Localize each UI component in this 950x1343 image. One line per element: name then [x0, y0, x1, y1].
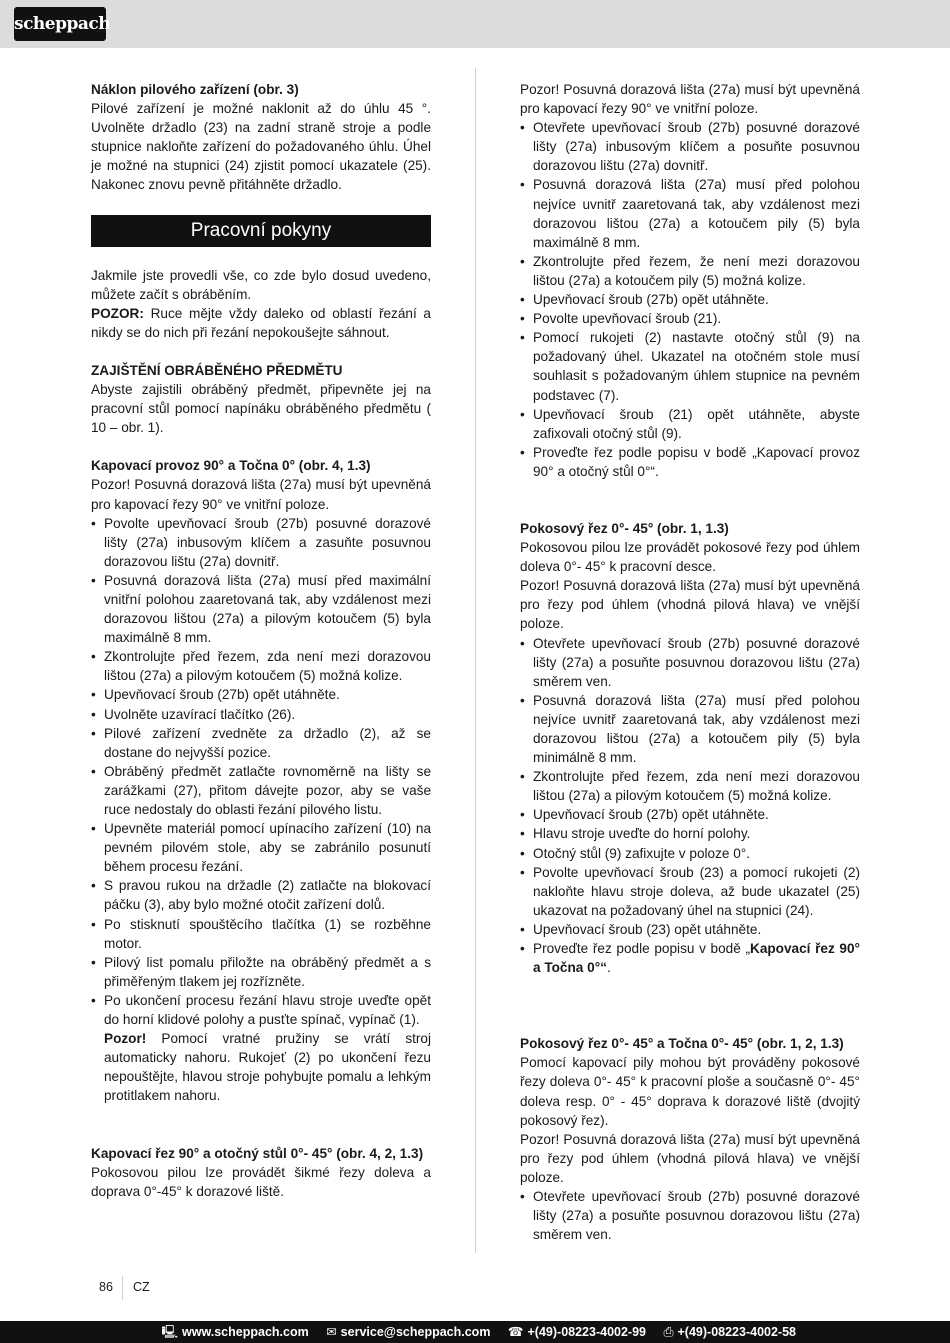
turntable-steps — [520, 118, 860, 481]
contact-website[interactable] — [161, 1325, 308, 1339]
section-title-crosscut: Kapovací provoz 90° a Točna 0° (obr. 4, 1.3) — [91, 458, 371, 474]
list-item-text: Proveďte řez podle popisu v bodě „ — [533, 941, 750, 957]
section-title-miter: Pokosový řez 0°- 45° (obr. 1, 1.3) — [520, 520, 729, 536]
list-item: • Zkontrolujte před řezem, zda není mezi dorazovou lištou (27a) a pilovým kotoučem (5) možná kolize. — [520, 767, 860, 805]
list-item: • S pravou rukou na držadle (2) zatlačte na blokovací páčku (3), aby bylo možné otočit zařízení dolů. — [91, 876, 431, 914]
crosscut-steps — [91, 514, 431, 1106]
section-text-crosscut-turntable: Pokosovou pilou lze provádět šikmé řezy doleva a doprava 0°-45° k dorazové liště. — [91, 1164, 431, 1199]
section-title-double-miter: Pokosový řez 0°- 45° a Točna 0°- 45° (obr. 1, 2, 1.3) — [520, 1036, 844, 1052]
phone-icon: ☎ — [507, 1325, 524, 1339]
list-item: • Posuvná dorazová lišta (27a) musí před maximální vnitřní polohou zaaretovaná tak, aby vzdálenost mezi dorazovou lištou (27a) a pilovým kotoučem (5) byla maximálně 8 mm. — [91, 571, 431, 647]
note-label: Pozor! — [104, 1031, 147, 1047]
work-warning — [91, 304, 431, 342]
list-item: • Po stisknutí spouštěcího tlačítka (1) se rozběhne motor. — [91, 915, 431, 953]
list-item: • Pilový list pomalu přiložte na obráběný předmět a s přiměřeným tlakem jej rozříznětе. — [91, 953, 431, 991]
section-text-securing: Abyste zajistili obráběný předmět, připevněte jej na pracovní stůl pomocí napínáku obráběného předmětu ( 10 – obr. 1). — [91, 382, 431, 436]
contact-fax — [663, 1325, 796, 1339]
list-item-text: . — [606, 960, 611, 976]
fax-text: +(49)-08223-4002-58 — [677, 1325, 796, 1339]
list-item: • Otevřete upevňovací šroub (27b) posuvné dorazové lišty (27a) a posuňte posuvnou dorazovou lištu (27a) směrem ven. — [520, 634, 860, 691]
crosscut-note — [91, 1029, 431, 1105]
double-miter-text-2: Pozor! Posuvná dorazová lišta (27a) musí být upevněná pro řezy pod úhlem (vhodná pilová hlava) ve vnější poloze. — [520, 1131, 860, 1185]
list-item: • Otevřete upevňovací šroub (27b) posuvné dorazové lišty (27a) inbusovým klíčem a posuňte posuvnou dorazovou lištu (27a) dovnitř. — [520, 118, 860, 175]
list-item — [520, 939, 860, 977]
scheppach-logo: scheppach — [14, 7, 106, 41]
computer-icon: 🖳 — [161, 1325, 179, 1339]
list-item: • Obráběný předmět zatlačte rovnoměrně na lišty se zarážkami (27), přitom dávejte pozor, aby se vaše ruce nedostaly do oblasti řezání pilového listu. — [91, 762, 431, 819]
double-miter-text-1: Pomocí kapovací pily mohou být prováděny pokosové řezy doleva 0°- 45° k pracovní ploše a současně 0°- 45° doleva resp. 0° - 45° doprava k dorazové liště (dvojitý pokosový řez). — [520, 1055, 860, 1128]
left-column — [91, 80, 431, 1201]
contact-email[interactable] — [326, 1325, 490, 1339]
mail-icon: ✉ — [326, 1325, 337, 1339]
list-item: • Upevňovací šroub (27b) opět utáhněte. — [520, 805, 860, 824]
turntable-intro: Pozor! Posuvná dorazová lišta (27a) musí být upevněná pro kapovací řezy 90° ve vnitřní poloze. — [520, 82, 860, 117]
list-item: • Povolte upevňovací šroub (21). — [520, 309, 860, 328]
footer-divider — [122, 1276, 123, 1300]
list-item-bold: Kapovací řez 90° a Točna 0°“ — [533, 941, 860, 976]
miter-text-2: Pozor! Posuvná dorazová lišta (27a) musí být upevněná pro řezy pod úhlem (vhodná pilová hlava) ve vnější poloze. — [520, 578, 860, 632]
column-divider — [475, 68, 476, 1253]
list-item: • Zkontrolujte před řezem, že není mezi dorazovou lištou (27a) a kotoučem pily (5) možná kolize. — [520, 252, 860, 290]
phone-text: +(49)-08223-4002-99 — [527, 1325, 646, 1339]
double-miter-steps — [520, 1187, 860, 1244]
right-column — [520, 80, 860, 1244]
list-item: • Po ukončení procesu řezání hlavu stroje uveďte opět do horní klidové polohy a pusťte spínač, vypínač (1). — [91, 991, 431, 1029]
header-bar — [0, 0, 950, 48]
contact-phone — [508, 1325, 646, 1339]
list-item: • Uvolněte uzavírací tlačítko (26). — [91, 705, 431, 724]
list-item: • Otočný stůl (9) zafixujte v poloze 0°. — [520, 844, 860, 863]
list-item: • Upevňovací šroub (21) opět utáhněte, abyste zafixovali otočný stůl (9). — [520, 405, 860, 443]
list-item: • Pomocí rukojeti (2) nastavte otočný stůl (9) na požadovaný úhel. Ukazatel na otočném stole musí souhlasit s požadovaným úhlem stupnice na pevném podstavec (7). — [520, 328, 860, 404]
list-item: • Posuvná dorazová lišta (27a) musí před polohou nejvíce uvnitř zaaretovaná tak, aby vzdálenost mezi dorazovou lištou (27a) a kotoučem pily (5) byla minimálně 8 mm. — [520, 691, 860, 767]
section-title-crosscut-turntable: Kapovací řez 90° a otočný stůl 0°- 45° (obr. 4, 2, 1.3) — [91, 1145, 424, 1161]
list-item: • Povolte upevňovací šroub (27b) posuvné dorazové lišty (27a) inbusovým klíčem a zasuňte posuvnou dorazovou lištu (27a) dovnitř. — [91, 514, 431, 571]
list-item: • Posuvná dorazová lišta (27a) musí před polohou nejvíce uvnitř zaaretovaná tak, aby vzdálenost mezi dorazovou lištou (27a) a kotoučem pily (5) byla maximálně 8 mm. — [520, 175, 860, 251]
list-item: • Proveďte řez podle popisu v bodě „Kapovací provoz 90° a otočný stůl 0°“. — [520, 443, 860, 481]
list-item: • Upevněte materiál pomocí upínacího zařízení (10) na pevném pilovém stole, aby se zabránilo posunutí během procesu řezání. — [91, 819, 431, 876]
note-text: Pomocí vratné pružiny se vrátí stroj automaticky nahoru. Rukojeť (2) po ukončení řezu nepouštějte, hlavou stroje pohybujte pomalu a lehkým protitlakem nahoru. — [104, 1031, 431, 1104]
list-item: • Hlavu stroje uveďte do horní polohy. — [520, 824, 860, 843]
list-item: • Zkontrolujte před řezem, zda není mezi dorazovou lištou (27a) a pilovým kotoučem (5) možná kolize. — [91, 647, 431, 685]
list-item: • Upevňovací šroub (27b) opět utáhněte. — [520, 290, 860, 309]
fax-icon: ⎙ — [663, 1325, 674, 1339]
language-code: CZ — [133, 1280, 150, 1294]
warning-label: POZOR: — [91, 305, 144, 321]
miter-steps — [520, 634, 860, 978]
section-title-tilt: Náklon pilového zařízení (obr. 3) — [91, 82, 299, 97]
list-item: • Otevřete upevňovací šroub (27b) posuvné dorazové lišty (27a) a posuňte posuvnou dorazovou lištu (27a) směrem ven. — [520, 1187, 860, 1244]
crosscut-intro: Pozor! Posuvná dorazová lišta (27a) musí být upevněná pro kapovací řezy 90° ve vnitřní poloze. — [91, 477, 431, 512]
list-item: • Upevňovací šroub (27b) opět utáhněte. — [91, 685, 431, 704]
section-title-securing: ZAJIŠTĚNÍ OBRÁBĚNÉHO PŘEDMĚTU — [91, 362, 343, 378]
section-banner: Pracovní pokyny — [91, 215, 431, 247]
work-intro-text: Jakmile jste provedli vše, co zde bylo dosud uvedeno, můžete začít s obráběním. — [91, 267, 431, 302]
list-item: • Pilové zařízení zvedněte za držadlo (2), až se dostane do nejvyšší pozice. — [91, 724, 431, 762]
email-text: service@scheppach.com — [340, 1325, 491, 1339]
miter-text-1: Pokosovou pilou lze provádět pokosové řezy pod úhlem doleva 0°- 45° k pracovní desce. — [520, 540, 860, 575]
contact-bar — [0, 1321, 950, 1343]
website-text: www.scheppach.com — [182, 1325, 309, 1339]
list-item: • Upevňovací šroub (23) opět utáhněte. — [520, 920, 860, 939]
page-number: 86 — [99, 1280, 113, 1294]
warning-text: Ruce mějte vždy daleko od oblastí řezání a nikdy se do nich při řezání nepokoušejte sáhnout. — [91, 305, 431, 340]
section-text-tilt: Pilové zařízení je možné naklonit až do úhlu 45 °. Uvolněte držadlo (23) na zadní straně stroje a podle stupnice nakloňte zařízení do požadovaného úhlu. Úhel je možné na stupnici (24) zjistit pomocí ukazatele (25). Nakonec znovu pevně přitáhněte držadlo. — [91, 101, 431, 193]
list-item: • Povolte upevňovací šroub (23) a pomocí rukojeti (2) nakloňte hlavu stroje doleva, až bude ukazatel (25) ukazovat na požadovaný úhel na stupnici (24). — [520, 863, 860, 920]
